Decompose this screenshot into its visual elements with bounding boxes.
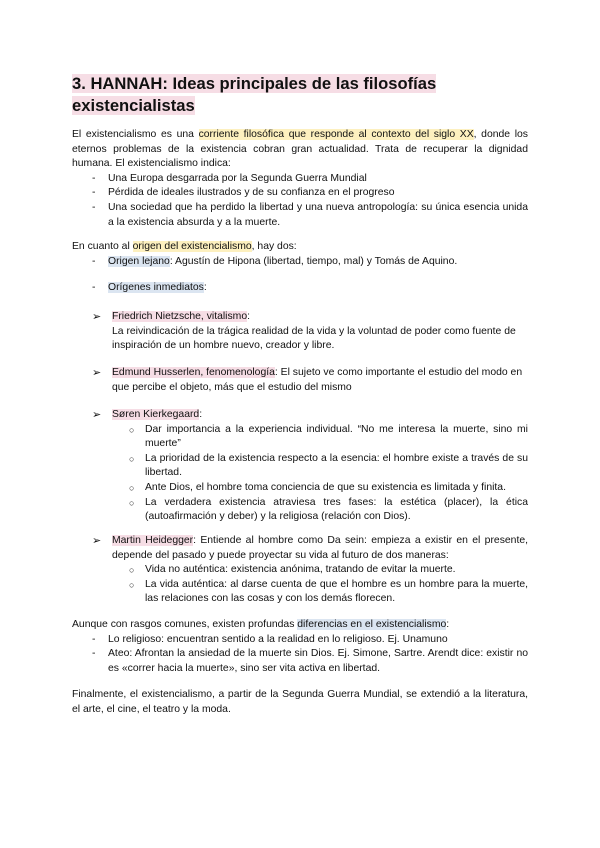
heidegger-text: : Entiende al hombre como Da sein: empieza a existir en el presente, depende del pasado y puede proyectar su vida al futuro de dos maneras: [112, 535, 528, 561]
far-origin-label: Origen lejano [108, 255, 170, 267]
arrow-item: ➢ Friedrich Nietzsche, vitalismo: La reivindicación de la trágica realidad de la vida y la voluntad de poder como fuente de inspiración de un hombre nuevo, creador y libre. [92, 311, 516, 352]
intro-text-start: El existencialismo es una [72, 129, 199, 140]
conclusion-paragraph: Finalmente, el existencialismo, a partir de la Segunda Guerra Mundial, se extendió a la literatura, el arte, el cine, el teatro y la moda. [72, 689, 528, 715]
list-item: - Una Europa desgarrada por la Segunda Guerra Mundial [92, 172, 528, 187]
list-item: ○ Dar importancia a la experiencia individual. “No me interesa la muerte, sino mi muerte” [129, 423, 528, 450]
dash-bullet: - [92, 648, 96, 660]
husserl-text: : El sujeto ve como importante el estudio del modo en que percibe el objeto, más que el estudio del mismo [112, 367, 523, 393]
heidegger-label: Martin Heidegger [112, 535, 194, 546]
dash-bullet: - [92, 187, 96, 199]
circle-bullet-icon: ○ [129, 453, 135, 464]
kierkegaard-section [72, 408, 528, 525]
dash-bullet: - [92, 633, 96, 645]
page-title [72, 73, 532, 117]
arrow-bullet-icon: ➢ [92, 535, 102, 547]
dash-bullet: - [92, 255, 96, 267]
differences-section [72, 618, 528, 676]
dash-bullet: - [92, 282, 96, 294]
list-item: - Lo religioso: encuentran sentido a la realidad en lo religioso. Ej. Unamuno [92, 633, 528, 648]
list-item: ○ La verdadera existencia atraviesa tres fases: la estética (placer), la ética (autoafirmación y deber) y la religiosa (relación con Dios). [129, 496, 528, 523]
differences-paragraph: Aunque con rasgos comunes, existen profundas diferencias en el existencialismo: [72, 619, 450, 630]
heidegger-section [72, 534, 528, 607]
list-item: ○ La vida auténtica: al darse cuenta de que el hombre es un hombre para la muerte, las relaciones con las cosas y con los demás florecen. [129, 578, 528, 605]
intro-text-end: , donde los eternos problemas de la existencia cobran gran actualidad. Trata de recuperar la dignidad humana. El existencialismo indica: [72, 129, 528, 170]
differences-highlight: diferencias en el existencialismo [297, 619, 447, 630]
circle-bullet-icon: ○ [129, 482, 135, 493]
intro-section [72, 128, 528, 230]
list-item: - Orígenes inmediatos: [92, 281, 528, 296]
list-item: - Origen lejano: Agustín de Hipona (libertad, tiempo, mal) y Tomás de Aquino. [92, 255, 528, 270]
intro-paragraph [72, 128, 528, 172]
husserl-section [72, 366, 528, 395]
circle-bullet-icon: ○ [129, 497, 135, 508]
arrow-bullet-icon: ➢ [92, 409, 102, 421]
list-item: ○ Vida no auténtica: existencia anónima, tratando de evitar la muerte. [127, 563, 528, 578]
origin-highlight: origen del existencialismo [132, 241, 252, 252]
husserl-label: Edmund Husserlen, fenomenología [112, 367, 275, 378]
dash-bullet: - [92, 201, 96, 213]
origin-section [72, 240, 528, 296]
near-origin-label: Orígenes inmediatos [108, 282, 204, 294]
list-item: ○ Ante Dios, el hombre toma conciencia de que su existencia es limitada y finita. [127, 481, 528, 496]
list-item: - Ateo: Afrontan la ansiedad de la muerte sin Dios. Ej. Simone, Sartre. Arendt dice: existir no es «correr hacia la muerte», sino ser vita activa en libertad. [92, 648, 528, 674]
nietzsche-label: Friedrich Nietzsche, vitalismo [112, 311, 248, 322]
circle-bullet-icon: ○ [129, 579, 135, 590]
nietzsche-section [72, 310, 528, 354]
kierkegaard-label: Søren Kierkegaard [112, 409, 200, 420]
list-item: - Una sociedad que ha perdido la libertad y una nueva antropología: su única esencia unida a la existencia absurda y a la muerte. [92, 201, 528, 228]
arrow-bullet-icon: ➢ [92, 367, 102, 379]
title-line-1: 3. HANNAH: Ideas principales de las filosofías [72, 74, 437, 93]
circle-bullet-icon: ○ [129, 565, 135, 576]
arrow-item [92, 534, 528, 563]
list-item: ○ La prioridad de la existencia respecto a la esencia: el hombre existe a través de su libertad. [129, 452, 528, 479]
circle-bullet-icon: ○ [129, 424, 135, 435]
title-line-2: existencialistas [72, 96, 195, 115]
arrow-item [92, 366, 528, 395]
dash-bullet: - [92, 172, 96, 184]
origin-paragraph: En cuanto al origen del existencialismo, hay dos: [72, 241, 297, 252]
arrow-bullet-icon: ➢ [92, 311, 102, 323]
nietzsche-text: La reivindicación de la trágica realidad de la vida y la voluntad de poder como fuente de inspiración de un hombre nuevo, creador y libre. [112, 325, 516, 352]
arrow-item: ➢ Søren Kierkegaard: [92, 409, 203, 421]
intro-highlight: corriente filosófica que responde al contexto del siglo XX [198, 129, 474, 140]
list-item: - Pérdida de ideales ilustrados y de su confianza en el progreso [92, 186, 528, 201]
